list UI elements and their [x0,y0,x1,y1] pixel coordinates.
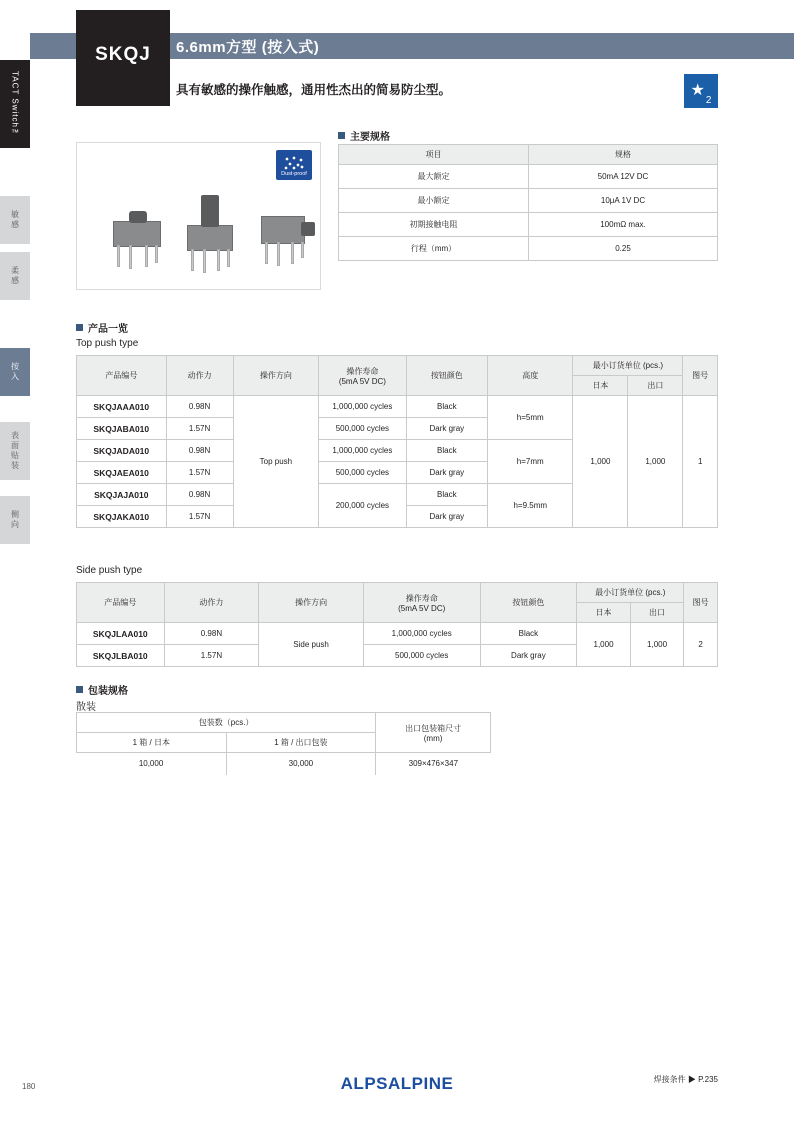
spec-row-label: 最大额定 [339,165,529,189]
cell-color: Black [406,396,487,418]
series-badge [76,10,170,106]
cell-part-number: SKQJAEA010 [77,462,167,484]
side-tab-soft[interactable] [0,252,30,300]
table-row [77,396,718,418]
star-icon: ★ [690,82,705,99]
footer-reference-link[interactable]: 焊接条件 ▶ P.235 [653,1075,718,1084]
col-height: 高度 [488,356,573,396]
col-life-line1: 操作寿命 [405,593,438,603]
col-moq-title: 最小订货单位 (pcs.) [573,356,683,376]
col-dimensions-line1: 出口包装箱尺寸 [405,723,462,733]
cell-moq-jp: 1,000 [577,623,631,667]
side-tab-rail [0,0,30,1123]
cell-force: 0.98N [166,484,233,506]
spec-row-value: 10μA 1V DC [529,189,718,213]
side-tab-label: 按入 [10,362,20,382]
col-part-number: 产品编号 [77,356,167,396]
spec-row-value: 50mA 12V DC [529,165,718,189]
col-life [363,583,480,623]
star-badge-number: 2 [705,95,712,106]
table-row [339,165,718,189]
cell-force: 0.98N [166,396,233,418]
cell-part-number: SKQJADA010 [77,440,167,462]
spec-row-value: 100mΩ max. [529,213,718,237]
spec-row-label: 最小额定 [339,189,529,213]
col-moq-title: 最小订货单位 (pcs.) [577,583,684,603]
cell-life: 500,000 cycles [319,418,407,440]
page-number: 180 [22,1082,36,1091]
cell-dimensions: 309×476×347 [376,753,491,775]
cell-part-number: SKQJLBA010 [77,645,165,667]
table-header-row [77,583,718,603]
side-push-table [76,582,718,667]
col-moq-export: 出口 [628,376,683,396]
product-photo [76,142,321,290]
spec-row-label: 初期接触电阻 [339,213,529,237]
cell-height: h=7mm [488,440,573,484]
dust-proof-label: Dust-proof [281,171,307,177]
bullet-square-icon [76,686,83,693]
col-force: 动作力 [164,583,259,623]
cell-force: 1.57N [166,462,233,484]
col-moq-jp: 日本 [573,376,628,396]
cell-life: 1,000,000 cycles [363,623,480,645]
col-direction: 操作方向 [259,583,364,623]
cell-force: 1.57N [164,645,259,667]
table-header-row [77,713,491,733]
side-tab-smd[interactable] [0,422,30,480]
cell-height: h=5mm [488,396,573,440]
cell-part-number: SKQJLAA010 [77,623,165,645]
cell-moq-jp: 1,000 [573,396,628,528]
page-title: 6.6mm方型 (按入式) [176,39,320,56]
table-header-row [339,145,718,165]
cell-direction: Side push [259,623,364,667]
packing-section-heading [76,682,128,697]
cell-force: 1.57N [166,506,233,528]
col-part-number: 产品编号 [77,583,165,623]
cell-force: 0.98N [164,623,259,645]
product-section-heading [76,320,128,335]
col-qty-export: 1 箱 / 出口包装 [226,733,376,753]
cell-color: Dark gray [406,462,487,484]
col-figure: 图号 [683,356,718,396]
col-direction: 操作方向 [233,356,318,396]
cell-moq-export: 1,000 [630,623,684,667]
product-photo-image [77,143,320,289]
bullet-square-icon [338,132,345,139]
cell-part-number: SKQJABA010 [77,418,167,440]
spec-section-heading [338,128,390,143]
table-row [77,753,491,775]
side-tab-side[interactable] [0,496,30,544]
col-figure: 图号 [684,583,718,623]
cell-height: h=9.5mm [488,484,573,528]
cell-life: 500,000 cycles [363,645,480,667]
col-life-line1: 操作寿命 [346,366,379,376]
col-life-line2: (5mA 5V DC) [338,376,386,386]
packing-subtitle: 散装 [76,702,96,713]
cell-figure: 1 [683,396,718,528]
cell-part-number: SKQJAJA010 [77,484,167,506]
switch-illustration-2 [177,183,247,273]
cell-color: Dark gray [480,645,577,667]
table-header-row [77,356,718,376]
col-moq-export: 出口 [630,603,684,623]
side-tab-label: 敏感 [10,210,20,230]
spec-col-value: 规格 [529,145,718,165]
side-tab-sensitive[interactable] [0,196,30,244]
side-push-subtitle: Side push type [76,565,143,576]
spec-heading-label: 主要规格 [350,132,390,143]
page-subtitle: 具有敏感的操作触感，通用性杰出的简易防尘型。 [176,83,452,97]
side-tab-label: 柔感 [10,266,20,286]
cell-qty-jp: 10,000 [77,753,227,775]
switch-illustration-1 [105,201,175,271]
series-name: SKQJ [95,44,151,65]
side-tab-tact-switch[interactable] [0,60,30,148]
cell-force: 0.98N [166,440,233,462]
table-row [339,189,718,213]
product-heading-label: 产品一览 [88,324,128,335]
spec-col-item: 项目 [339,145,529,165]
cell-color: Black [406,484,487,506]
cell-life: 1,000,000 cycles [319,396,407,418]
col-color: 按钮颜色 [406,356,487,396]
cell-part-number: SKQJAAA010 [77,396,167,418]
table-row [77,623,718,645]
side-tab-label: 表面贴装 [10,431,20,471]
col-qty-jp: 1 箱 / 日本 [77,733,227,753]
packing-table [76,712,491,775]
col-moq-jp: 日本 [577,603,631,623]
col-force: 动作力 [166,356,233,396]
dust-proof-icon [276,150,312,180]
spec-table [338,144,718,261]
col-life-line2: (5mA 5V DC) [398,603,446,613]
cell-color: Black [480,623,577,645]
cell-color: Dark gray [406,418,487,440]
cell-life: 500,000 cycles [319,462,407,484]
switch-illustration-3 [249,198,321,270]
col-life [319,356,407,396]
packing-heading-label: 包装规格 [88,686,128,697]
star-badge [684,74,718,108]
bullet-square-icon [76,324,83,331]
cell-direction: Top push [233,396,318,528]
spec-row-label: 行程（mm） [339,237,529,261]
cell-force: 1.57N [166,418,233,440]
side-tab-label: TACT Switch™ [10,70,20,138]
top-push-table [76,355,718,528]
cell-part-number: SKQJAKA010 [77,506,167,528]
cell-moq-export: 1,000 [628,396,683,528]
col-qty-title: 包装数（pcs.） [77,713,376,733]
side-tab-push[interactable] [0,348,30,396]
top-push-subtitle: Top push type [76,338,139,349]
cell-life: 200,000 cycles [319,484,407,528]
table-row [339,237,718,261]
cell-qty-export: 30,000 [226,753,376,775]
cell-color: Dark gray [406,506,487,528]
spec-row-value: 0.25 [529,237,718,261]
cell-figure: 2 [684,623,718,667]
side-tab-label: 侧向 [10,510,20,530]
table-row [339,213,718,237]
brand-logo: ALPSALPINE [340,1074,454,1093]
col-dimensions-line2: (mm) [423,733,443,743]
col-dimensions [376,713,491,753]
cell-life: 1,000,000 cycles [319,440,407,462]
cell-color: Black [406,440,487,462]
col-color: 按钮颜色 [480,583,577,623]
